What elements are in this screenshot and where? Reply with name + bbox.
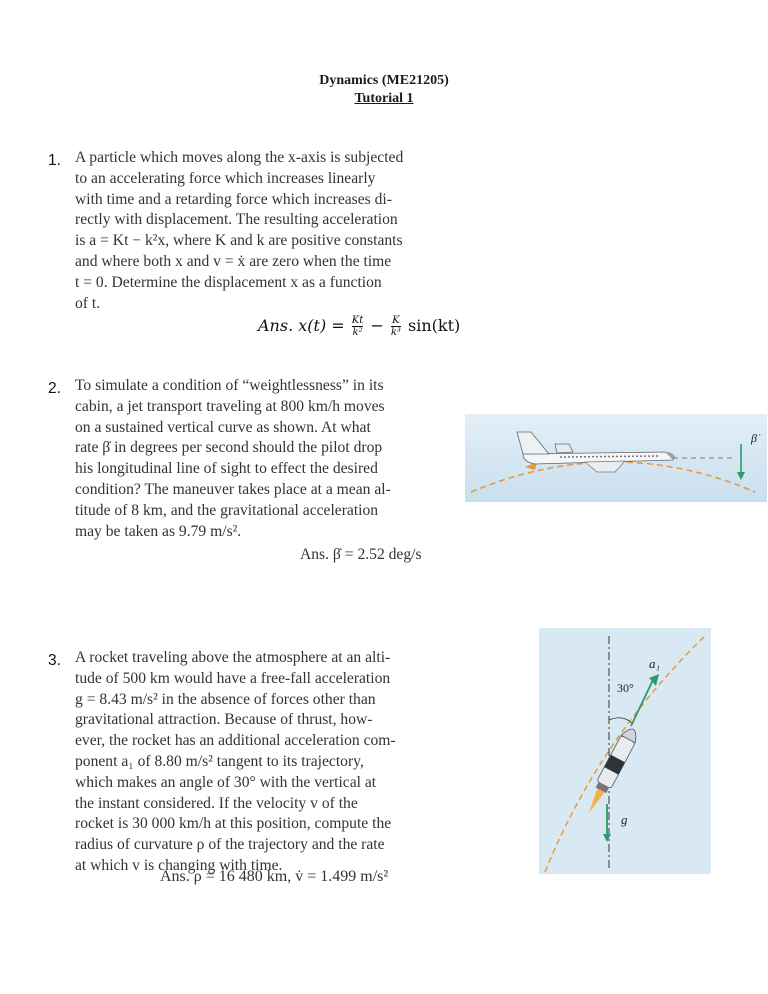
a1-label: a₁ — [649, 656, 661, 671]
answer-minus: − — [370, 316, 384, 335]
fraction-denominator: k³ — [390, 327, 401, 338]
problem-line: which makes an angle of 30° with the vertical at — [75, 773, 377, 791]
problem-line: rate β̇ in degrees per second should the pilot drop — [75, 439, 383, 457]
drop-arrowhead — [737, 472, 745, 480]
g-arrowhead — [603, 834, 611, 842]
problem-line: to an accelerating force which increases linearly — [75, 169, 376, 187]
problem-2-number: 2. — [48, 380, 61, 397]
tutorial-title: Tutorial 1 — [354, 91, 414, 106]
problem-line: A particle which moves along the x-axis is subjected — [75, 149, 404, 166]
fraction-k-over-k3 — [391, 315, 401, 338]
rocket-figure — [539, 628, 711, 874]
problem-line: ponent a₁ of 8.80 m/s² tangent to its trajectory, — [75, 752, 364, 770]
problem-line: may be taken as 9.79 m/s². — [75, 522, 242, 540]
problem-line: on a sustained vertical curve as shown. At what — [75, 418, 371, 436]
problem-2-text — [75, 376, 451, 542]
problem-3-answer: Ans. ρ = 16 480 km, v̇ = 1.499 m/s² — [160, 868, 389, 885]
problem-line: and where both x and v = ẋ are zero when the time — [75, 252, 392, 270]
fraction-kt-over-k2 — [352, 315, 364, 338]
angle-arc — [609, 718, 633, 724]
problem-line: is a = Kt − k²x, where K and k are positive constants — [75, 232, 403, 250]
problem-1-text — [75, 148, 463, 314]
a1-arrow — [631, 680, 653, 726]
problem-line: with time and a retarding force which increases di- — [75, 190, 392, 208]
problem-line: gravitational attraction. Because of thrust, how- — [75, 711, 373, 729]
jet-figure — [465, 414, 767, 502]
rocket-icon — [582, 726, 641, 817]
problem-line: condition? The maneuver takes place at a mean al- — [75, 480, 391, 498]
problem-3-text — [75, 648, 451, 877]
course-title: Dynamics (ME21205) — [319, 73, 449, 88]
problem-1-answer — [258, 315, 460, 338]
answer-prefix: Ans. — [258, 316, 294, 335]
problem-line: A rocket traveling above the atmosphere at an alti- — [75, 649, 391, 666]
answer-lhs: x(t) = — [298, 316, 345, 335]
problem-line: ever, the rocket has an additional acceleration com- — [75, 732, 396, 750]
problem-line: of t. — [75, 294, 101, 312]
problem-line: t = 0. Determine the displacement x as a function — [75, 273, 382, 291]
problem-line: radius of curvature ρ of the trajectory and the rate — [75, 836, 385, 854]
problem-line: To simulate a condition of “weightlessness” in its — [75, 377, 384, 394]
problem-2-answer: Ans. β̇ = 2.52 deg/s — [300, 546, 422, 563]
jet-airplane-icon — [517, 432, 674, 472]
problem-line: tude of 500 km would have a free-fall acceleration — [75, 669, 391, 687]
problem-3-number: 3. — [48, 652, 61, 669]
fraction-numerator: K — [392, 315, 400, 326]
fraction-denominator: k² — [352, 327, 363, 338]
answer-tail: sin(kt) — [408, 316, 461, 335]
document-header — [0, 72, 768, 108]
problem-line: rocket is 30 000 km/h at this position, compute the — [75, 815, 392, 833]
problem-line: cabin, a jet transport traveling at 800 km/h moves — [75, 397, 385, 415]
problem-line: titude of 8 km, and the gravitational acceleration — [75, 501, 379, 519]
beta-dot-label: β̇ — [751, 431, 757, 445]
jet-diagram — [465, 414, 767, 502]
rocket-diagram — [539, 628, 711, 874]
problem-line: at which v is changing with time. — [75, 856, 283, 874]
fraction-numerator: Kt — [351, 315, 364, 326]
problem-line: rectly with displacement. The resulting acceleration — [75, 211, 398, 229]
g-label: g — [621, 812, 628, 827]
problem-1-number: 1. — [48, 152, 61, 169]
angle-label: 30° — [617, 681, 634, 695]
problem-line: g = 8.43 m/s² in the absence of forces other than — [75, 690, 376, 708]
problem-line: his longitudinal line of sight to effect the desired — [75, 460, 378, 478]
problem-line: the instant considered. If the velocity v of the — [75, 794, 358, 812]
